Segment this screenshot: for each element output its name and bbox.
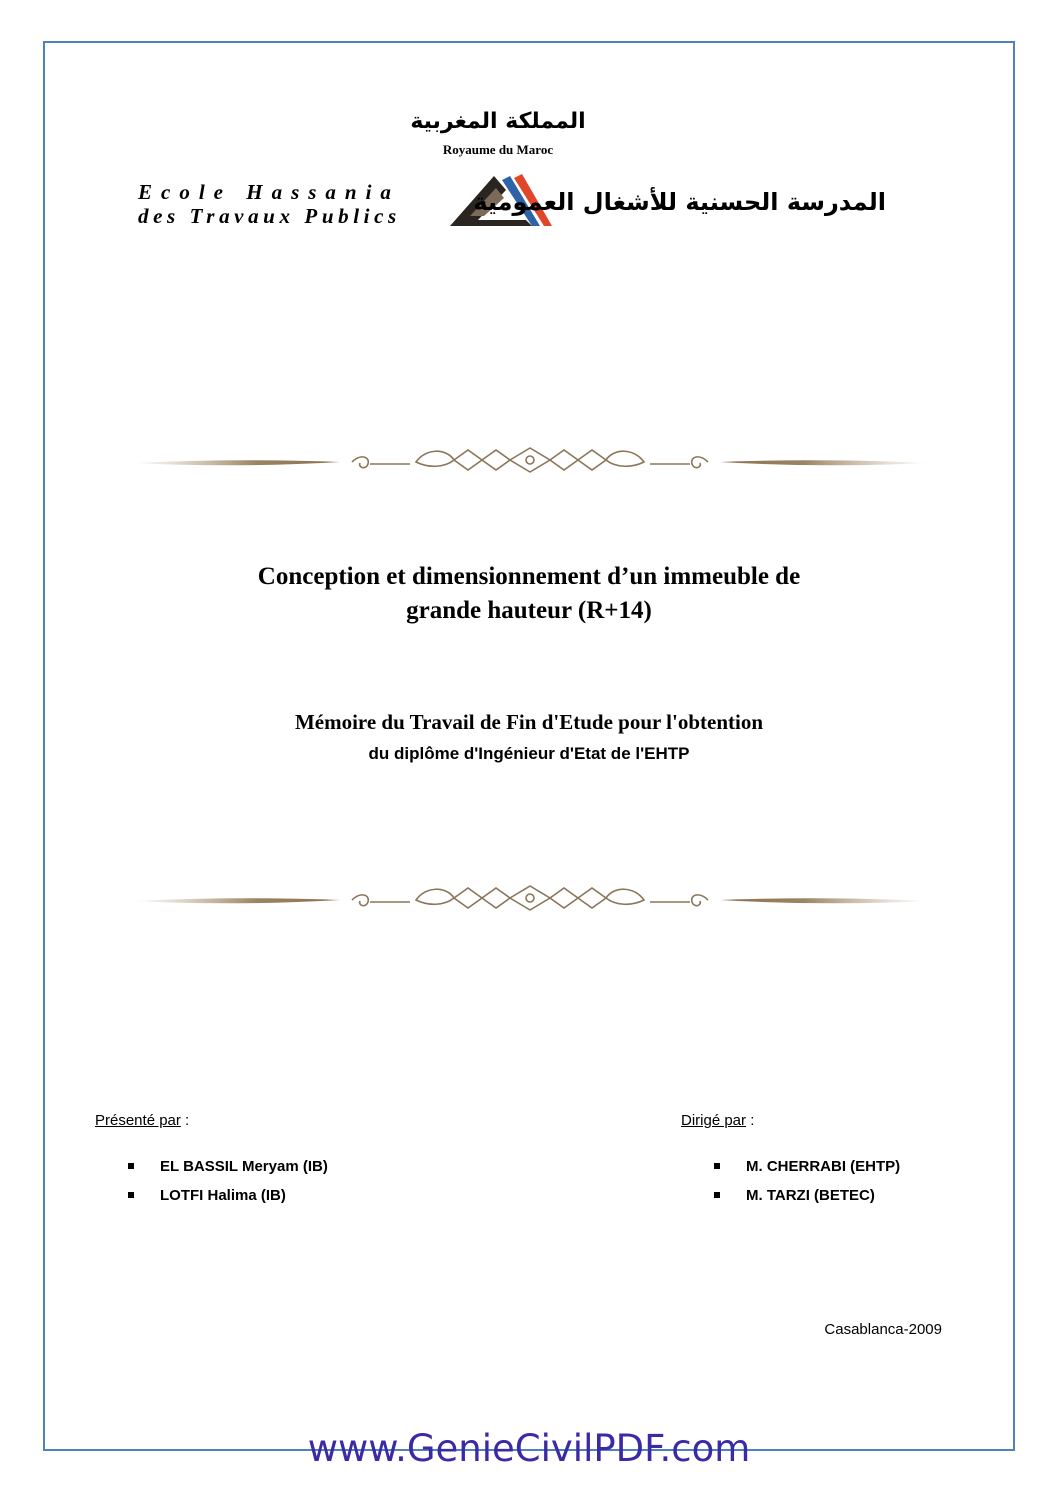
school-name-french bbox=[138, 180, 438, 228]
website-watermark: www.GenieCivilPDF.com bbox=[307, 1427, 751, 1470]
ornament-divider-bottom bbox=[130, 876, 930, 926]
list-item bbox=[128, 1158, 328, 1187]
list-item bbox=[714, 1187, 900, 1216]
kingdom-french: Royaume du Maroc bbox=[442, 142, 554, 157]
presenter-name: EL BASSIL Meryam (IB) bbox=[160, 1158, 328, 1175]
bullet-icon bbox=[128, 1192, 134, 1198]
bullet-icon bbox=[128, 1163, 134, 1169]
presented-by-text: Présenté par bbox=[95, 1112, 181, 1129]
kingdom-arabic: المملكة المغربية bbox=[410, 109, 586, 134]
bullet-icon bbox=[714, 1163, 720, 1169]
presented-by-colon: : bbox=[180, 1112, 190, 1129]
supervisor-name: M. CHERRABI (EHTP) bbox=[746, 1158, 901, 1175]
directed-by-label bbox=[681, 1112, 754, 1129]
presenter-name: LOTFI Halima (IB) bbox=[160, 1187, 286, 1204]
bullet-icon bbox=[714, 1192, 720, 1198]
list-item bbox=[128, 1187, 328, 1216]
document-title bbox=[120, 560, 938, 628]
supervisors-list bbox=[714, 1158, 900, 1216]
list-item bbox=[714, 1158, 900, 1187]
directed-by-colon: : bbox=[746, 1112, 755, 1129]
presented-by-label bbox=[95, 1112, 189, 1129]
title-line2: grande hauteur (R+14) bbox=[406, 597, 652, 624]
school-name-arabic: المدرسة الحسنية للأشغال العمومية bbox=[473, 188, 886, 216]
subtitle-line1: Mémoire du Travail de Fin d'Etude pour l'obtention bbox=[294, 710, 764, 734]
ornament-divider-top bbox=[130, 438, 930, 488]
title-line1: Conception et dimensionnement d’un immeuble de bbox=[257, 563, 801, 590]
directed-by-text: Dirigé par bbox=[681, 1112, 747, 1129]
school-name-line1: Ecole Hassania bbox=[138, 180, 400, 204]
school-name-line2: des Travaux Publics bbox=[138, 204, 401, 228]
presenters-list bbox=[128, 1158, 328, 1216]
supervisor-name: M. TARZI (BETEC) bbox=[746, 1187, 875, 1204]
place-date: Casablanca-2009 bbox=[824, 1321, 942, 1338]
subtitle-line2: du diplôme d'Ingénieur d'Etat de l'EHTP bbox=[368, 744, 690, 763]
